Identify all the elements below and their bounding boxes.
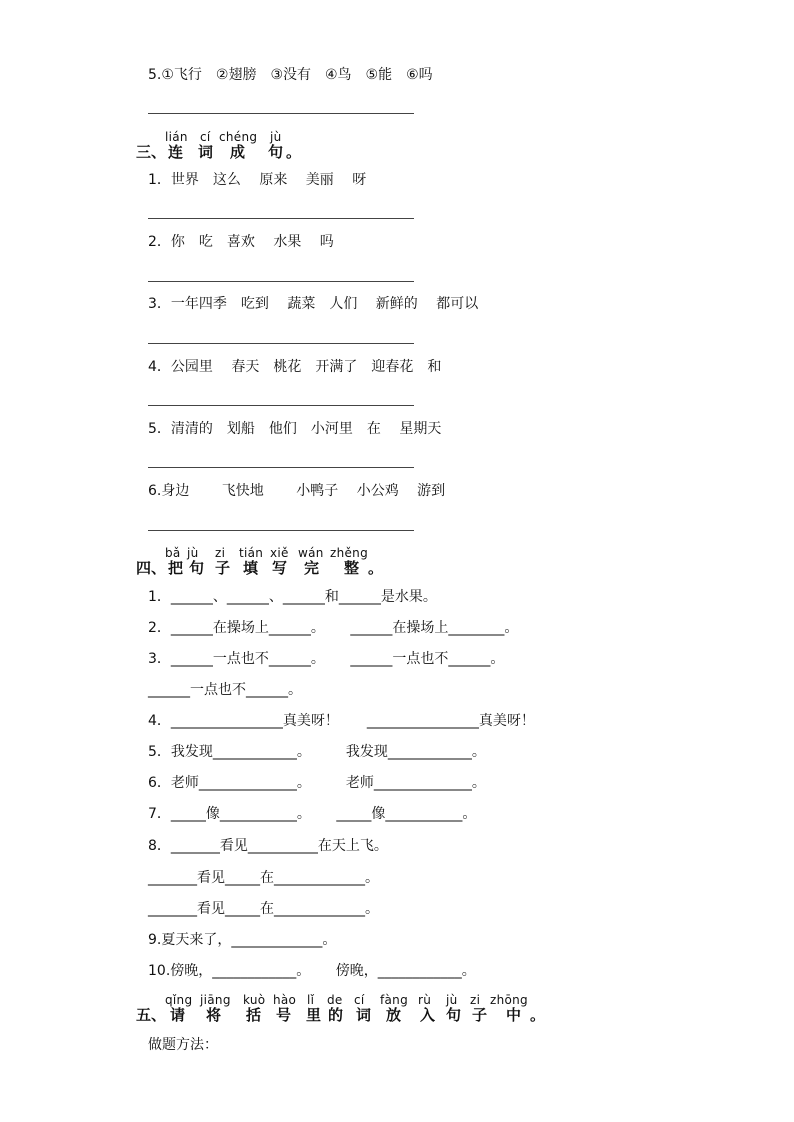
heading-char: 填 bbox=[243, 559, 259, 577]
heading-char: 句 bbox=[446, 1006, 462, 1024]
pinyin: zi bbox=[470, 993, 481, 1007]
heading-char: 中 bbox=[506, 1006, 522, 1024]
heading-char: 请 bbox=[170, 1006, 186, 1024]
heading-char: 的 bbox=[328, 1006, 344, 1024]
fill-blank-line[interactable]: 9.夏天来了，_____________。 bbox=[148, 932, 337, 948]
fill-blank-line[interactable]: 2．______在操场上______。 ______在操场上________。 bbox=[148, 620, 519, 636]
fill-blank-line[interactable]: ______一点也不______。 bbox=[148, 682, 302, 698]
method-label: 做题方法： bbox=[148, 1037, 218, 1053]
fill-blank-line[interactable]: _______看见_____在_____________。 bbox=[148, 870, 379, 886]
pinyin: de bbox=[327, 993, 343, 1007]
heading-char: 把 bbox=[168, 559, 184, 577]
heading-char: 子 bbox=[472, 1006, 488, 1024]
fill-blank-line[interactable]: _______看见_____在_____________。 bbox=[148, 901, 379, 917]
pinyin: rù bbox=[418, 993, 432, 1007]
answer-line[interactable] bbox=[148, 281, 414, 282]
pinyin: chéng bbox=[219, 130, 258, 144]
heading-char: 词 bbox=[198, 143, 214, 161]
heading-char: 句 bbox=[189, 559, 205, 577]
fill-blank-line[interactable]: 8．_______看见__________在天上飞。 bbox=[148, 838, 388, 854]
fill-blank-line[interactable]: 5．我发现____________。 我发现____________。 bbox=[148, 744, 486, 760]
list-item: 2．你 吃 喜欢 水果 吗 bbox=[148, 234, 334, 250]
answer-line[interactable] bbox=[148, 343, 414, 344]
fill-blank-line[interactable]: 6．老师______________。 老师______________。 bbox=[148, 775, 486, 791]
answer-line[interactable] bbox=[148, 218, 414, 219]
section-number: 五、 bbox=[136, 1006, 167, 1024]
pinyin: jiāng bbox=[200, 993, 231, 1007]
pinyin: hào bbox=[273, 993, 297, 1007]
pinyin: tián bbox=[239, 546, 264, 560]
heading-char: 写 bbox=[272, 559, 288, 577]
heading-char: 子 bbox=[215, 559, 231, 577]
fill-blank-line[interactable]: 4．________________真美呀！ ________________真美呀！ bbox=[148, 713, 535, 729]
question-5-word-list: 5.①飞行 ②翅膀 ③没有 ④鸟 ⑤能 ⑥吗 bbox=[148, 67, 433, 83]
heading-char: 里 bbox=[306, 1006, 322, 1024]
pinyin: qǐng bbox=[165, 993, 193, 1007]
heading-char: 句 bbox=[268, 143, 284, 161]
answer-line[interactable] bbox=[148, 113, 414, 114]
list-item: 6.身边 飞快地 小鸭子 小公鸡 游到 bbox=[148, 483, 446, 499]
heading-char: 成 bbox=[230, 143, 246, 161]
fill-blank-line[interactable]: 3．______一点也不______。 ______一点也不______。 bbox=[148, 651, 505, 667]
pinyin: zhōng bbox=[490, 993, 528, 1007]
fill-blank-line[interactable]: 1．______、______、______和______是水果。 bbox=[148, 589, 437, 605]
pinyin: xiě bbox=[270, 546, 289, 560]
pinyin: jù bbox=[187, 546, 199, 560]
pinyin: zhěng bbox=[330, 546, 369, 560]
heading-char: 。 bbox=[286, 143, 302, 161]
list-item: 5．清清的 划船 他们 小河里 在 星期天 bbox=[148, 421, 442, 437]
pinyin: zi bbox=[215, 546, 226, 560]
answer-line[interactable] bbox=[148, 530, 414, 531]
heading-char: 整 bbox=[344, 559, 360, 577]
pinyin: jù bbox=[270, 130, 282, 144]
heading-char: 将 bbox=[206, 1006, 222, 1024]
pinyin: lián bbox=[165, 130, 188, 144]
pinyin: lǐ bbox=[307, 993, 315, 1007]
section-number: 四、 bbox=[136, 559, 167, 577]
section-number: 三、 bbox=[136, 143, 167, 161]
list-item: 4．公园里 春天 桃花 开满了 迎春花 和 bbox=[148, 359, 442, 375]
answer-line[interactable] bbox=[148, 467, 414, 468]
pinyin: cí bbox=[200, 130, 211, 144]
fill-blank-line[interactable]: 10.傍晚，____________。 傍晚，____________。 bbox=[148, 963, 476, 979]
heading-char: 放 bbox=[386, 1006, 402, 1024]
heading-char: 。 bbox=[368, 559, 384, 577]
answer-line[interactable] bbox=[148, 405, 414, 406]
heading-char: 。 bbox=[530, 1006, 546, 1024]
pinyin: jù bbox=[446, 993, 458, 1007]
heading-char: 连 bbox=[168, 143, 184, 161]
pinyin: wán bbox=[298, 546, 324, 560]
heading-char: 括 bbox=[246, 1006, 262, 1024]
heading-char: 号 bbox=[276, 1006, 292, 1024]
pinyin: cí bbox=[354, 993, 365, 1007]
heading-char: 入 bbox=[420, 1006, 436, 1024]
heading-char: 词 bbox=[356, 1006, 372, 1024]
fill-blank-line[interactable]: 7．_____像___________。 _____像___________。 bbox=[148, 806, 477, 822]
pinyin: kuò bbox=[243, 993, 266, 1007]
list-item: 1．世界 这么 原来 美丽 呀 bbox=[148, 172, 367, 188]
pinyin: fàng bbox=[380, 993, 409, 1007]
pinyin: bǎ bbox=[165, 546, 181, 560]
heading-char: 完 bbox=[304, 559, 320, 577]
list-item: 3．一年四季 吃到 蔬菜 人们 新鲜的 都可以 bbox=[148, 296, 479, 312]
